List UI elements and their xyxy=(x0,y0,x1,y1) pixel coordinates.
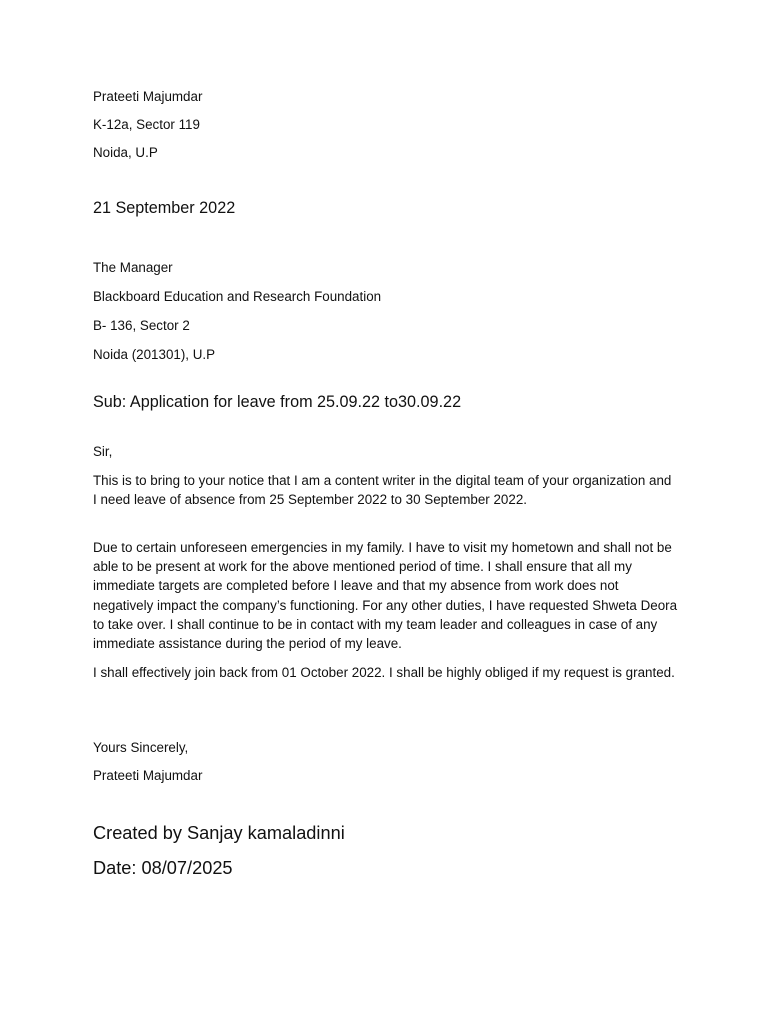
recipient-organization: Blackboard Education and Research Foundation xyxy=(93,289,382,304)
salutation: Sir, xyxy=(93,444,113,459)
recipient-title: The Manager xyxy=(93,260,173,275)
signature-name: Prateeti Majumdar xyxy=(93,768,203,783)
footer-date: Date: 08/07/2025 xyxy=(93,858,233,878)
recipient-address-line2: Noida (201301), U.P xyxy=(93,347,216,362)
recipient-address-line1: B- 136, Sector 2 xyxy=(93,318,190,333)
body-paragraph-2: Due to certain unforeseen emergencies in my family. I have to visit my hometown and shall not be able to be present at work for the above mentioned period of time. I shall ensure that all my immediate targets are completed before I leave and that my absence from work does not negatively impact the company’s functioning. For any other duties, I have requested Shweta Deora to take over. I shall continue to be in contact with my team leader and colleagues in case of any immediate assistance during the period of my leave. xyxy=(93,540,678,652)
closing: Yours Sincerely, xyxy=(93,740,189,755)
body-paragraph-3: I shall effectively join back from 01 October 2022. I shall be highly obliged if my request is granted. xyxy=(93,665,675,680)
footer-created-by: Created by Sanjay kamaladinni xyxy=(93,823,345,843)
sender-address-line1: K-12a, Sector 119 xyxy=(93,117,200,132)
letter-subject: Sub: Application for leave from 25.09.22 to30.09.22 xyxy=(93,393,462,411)
letter-date: 21 September 2022 xyxy=(93,199,236,217)
sender-address-line2: Noida, U.P xyxy=(93,145,158,160)
sender-name: Prateeti Majumdar xyxy=(93,89,203,104)
body-paragraph-1: This is to bring to your notice that I am a content writer in the digital team of your organization and I need leave of absence from 25 September 2022 to 30 September 2022. xyxy=(93,473,672,508)
